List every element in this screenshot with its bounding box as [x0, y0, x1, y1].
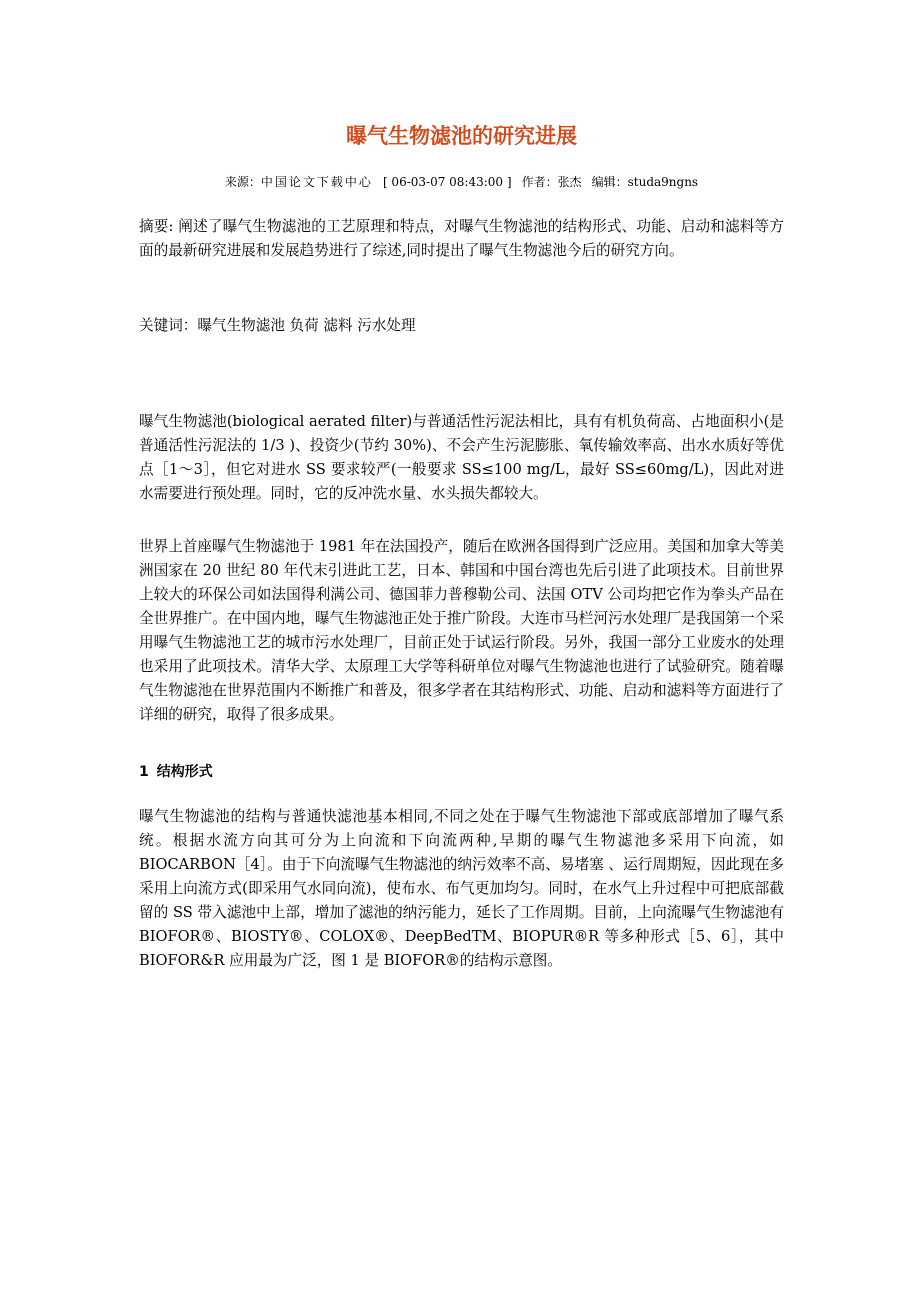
- source-label: 来源：: [224, 175, 261, 189]
- section-title: 结构形式: [156, 764, 213, 780]
- source-value: 中国论文下载中心: [260, 175, 373, 189]
- section-heading: [139, 761, 213, 783]
- author-value: 张杰: [557, 175, 582, 189]
- article-meta: [139, 173, 784, 191]
- editor-label: 编辑：: [591, 175, 628, 189]
- paragraph-history: 世界上首座曝气生物滤池于 1981 年在法国投产，随后在欧洲各国得到广泛应用。美国和加拿大等美洲国家在 20 世纪 80 年代末引进此工艺，日本、韩国和中国台湾也先后引进了此项技术。目前世界上较大的环保公司如法国得利满公司、德国菲力普穆勒公司、法国 OTV 公司均把它作为拳头产品在全世界推广。在中国内地，曝气生物滤池正处于推广阶段。大连市马栏河污水处理厂是我国第一个采用曝气生物滤池工艺的城市污水处理厂，目前正处于试运行阶段。另外，我国一部分工业废水的处理也采用了此项技术。清华大学、太原理工大学等科研单位对曝气生物滤池也进行了试验研究。随着曝气生物滤池在世界范围内不断推广和普及，很多学者在其结构形式、功能、启动和滤料等方面进行了详细的研究，取得了很多成果。: [139, 538, 784, 723]
- editor-value: studa9ngns: [627, 175, 699, 189]
- abstract: 摘要: 阐述了曝气生物滤池的工艺原理和特点，对曝气生物滤池的结构形式、功能、启动和滤料等方面的最新研究进展和发展趋势进行了综述,同时提出了曝气生物滤池今后的研究方向。: [139, 218, 784, 259]
- paragraph-structure: 曝气生物滤池的结构与普通快滤池基本相同,不同之处在于曝气生物滤池下部或底部增加了曝气系统。根据水流方向其可分为上向流和下向流两种,早期的曝气生物滤池多采用下向流，如 BIOCARBON［4］。由于下向流曝气生物滤池的纳污效率不高、易堵塞 、运行周期短，因此现在多采用上向流方式(即采用气水同向流)，使布水、布气更加均匀。同时，在水气上升过程中可把底部截留的 SS 带入滤池中上部，增加了滤池的纳污能力，延长了工作周期。目前，上向流曝气生物滤池有 BIOFOR®、BIOSTY®、COLOX®、DeepBedTM、BIOPUR®R 等多种形式［5、6］，其中 BIOFOR&R 应用最为广泛，图 1 是 BIOFOR®的结构示意图。: [139, 808, 784, 969]
- article-title: 曝气生物滤池的研究进展: [346, 124, 577, 148]
- publish-datetime: [ 06-03-07 08:43:00 ]: [382, 175, 512, 189]
- section-number: 1: [139, 764, 149, 780]
- keywords: 关键词：曝气生物滤池 负荷 滤料 污水处理: [139, 317, 416, 334]
- paragraph-intro: 曝气生物滤池(biological aerated filter)与普通活性污泥法相比，具有有机负荷高、占地面积小(是普通活性污泥法的 1/3 )、投资少(节约 30%)、不会产生污泥膨胀、氧传输效率高、出水水质好等优点［1～3］，但它对进水 SS 要求较严(一般要求 SS≤100 mg/L，最好 SS≤60mg/L)，因此对进水需要进行预处理。同时，它的反冲洗水量、水头损失都较大。: [139, 413, 784, 502]
- author-label: 作者：: [521, 175, 558, 189]
